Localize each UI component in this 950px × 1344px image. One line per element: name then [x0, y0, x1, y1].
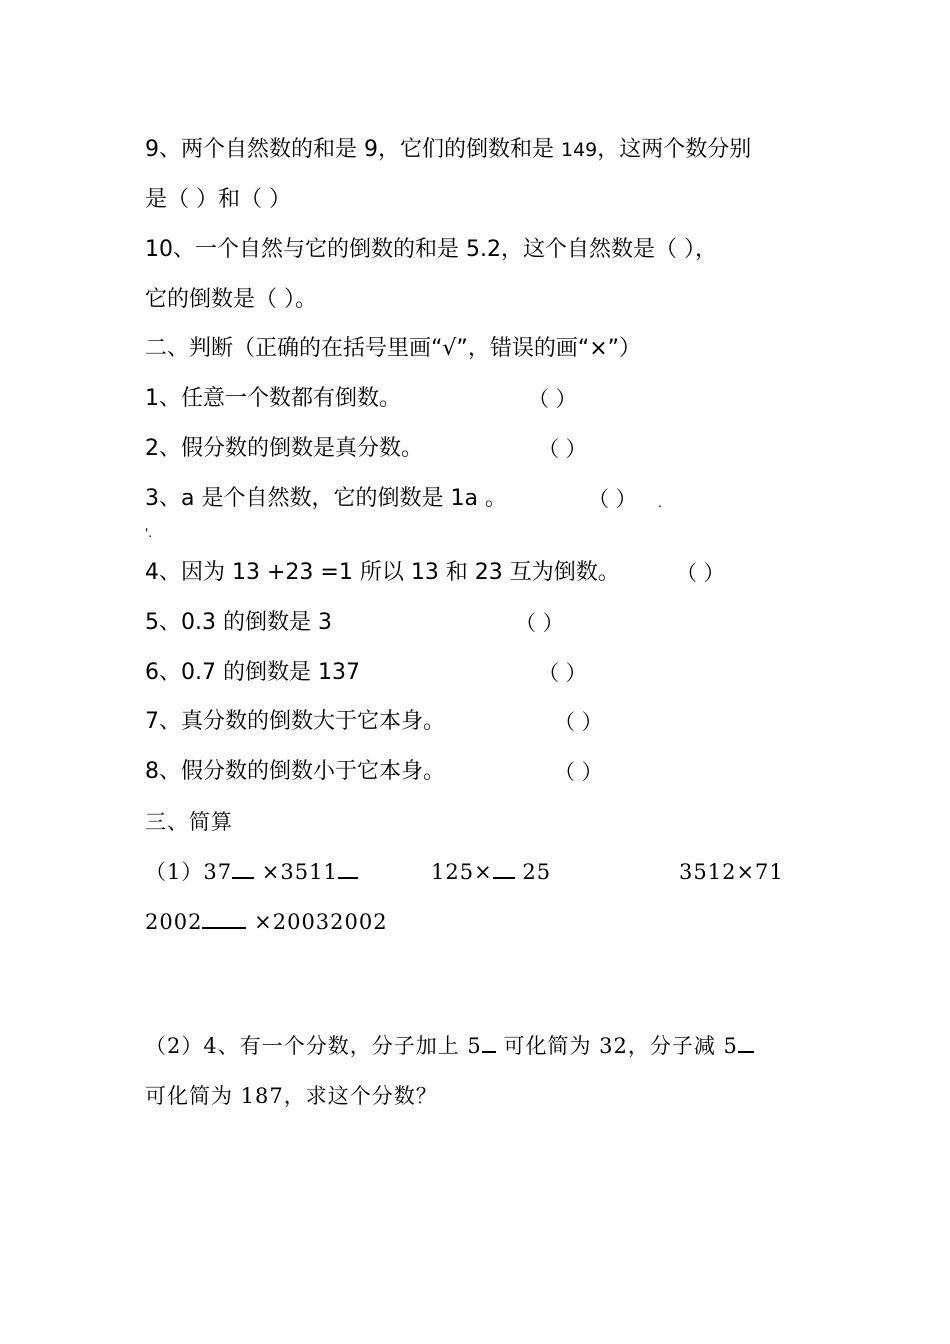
simplify-p2-line2: 可化简为 187，求这个分数？ — [145, 1084, 438, 1108]
blank-5 — [482, 1033, 496, 1053]
simplify-p2-line1 — [145, 1032, 754, 1060]
p1-mid: ×3511 — [254, 860, 338, 884]
p1-label: （1）37 — [145, 860, 233, 884]
judge-item-7: 7、真分数的倒数大于它本身。 — [145, 709, 445, 734]
p1-line2-b: ×20032002 — [246, 910, 388, 934]
judge-paren-5: （ ） — [515, 611, 564, 635]
q9-text-b: ，这两个数分别 — [597, 137, 752, 162]
simplify-heading: 三、简算 — [145, 810, 233, 834]
judge-item-5: 5、0.3 的倒数是 3 — [145, 610, 332, 635]
q9-line1 — [145, 136, 751, 164]
stray-mark: '. — [145, 526, 153, 540]
simplify-p1-b — [431, 858, 551, 886]
p2-line1-a: （2）4、有一个分数，分子加上 5 — [145, 1034, 482, 1058]
p1-b2: 25 — [514, 860, 552, 884]
judge-paren-7: （ ） — [554, 710, 603, 734]
judge-paren-4: （ ） — [676, 561, 725, 585]
blank-6 — [738, 1033, 754, 1053]
q10-line2: 它的倒数是（ ）。 — [145, 287, 317, 312]
blank-2 — [338, 859, 358, 879]
q9-text-a: 9、两个自然数的和是 9，它们的倒数和是 — [145, 137, 561, 162]
simplify-p1-line2 — [145, 908, 388, 936]
blank-4 — [202, 909, 246, 929]
judge-trailing-dot: . — [658, 496, 662, 510]
p1-line2-a: 2002 — [145, 910, 203, 934]
q9-line2: 是（ ）和（ ） — [145, 187, 291, 212]
q10-line1: 10、一个自然与它的倒数的和是 5.2，这个自然数是（ ）， — [145, 237, 717, 262]
p2-line1-b: 可化简为 32，分子减 5 — [495, 1034, 738, 1058]
judge-paren-8: （ ） — [554, 760, 603, 784]
blank-3 — [493, 859, 515, 879]
blank-1 — [232, 859, 254, 879]
judge-item-6: 6、0.7 的倒数是 137 — [145, 660, 360, 685]
judge-item-8: 8、假分数的倒数小于它本身。 — [145, 759, 445, 784]
judge-item-3: 3、a 是个自然数，它的倒数是 1a 。 — [145, 486, 507, 511]
p1-b: 125× — [431, 860, 493, 884]
judge-paren-3: （ ） — [588, 487, 637, 511]
judge-heading: 二、判断（正确的在括号里画“√”，错误的画“×”） — [145, 336, 642, 361]
judge-item-1: 1、任意一个数都有倒数。 — [145, 386, 401, 411]
simplify-p1-c: 3512×71 — [679, 860, 784, 884]
q9-number: 149 — [560, 139, 598, 161]
judge-item-4: 4、因为 13 +23 =1 所以 13 和 23 互为倒数。 — [145, 560, 620, 585]
judge-paren-1: （ ） — [528, 387, 577, 411]
judge-paren-2: （ ） — [538, 437, 587, 461]
simplify-p1-a — [145, 858, 358, 886]
judge-item-2: 2、假分数的倒数是真分数。 — [145, 436, 423, 461]
judge-paren-6: （ ） — [538, 661, 587, 685]
